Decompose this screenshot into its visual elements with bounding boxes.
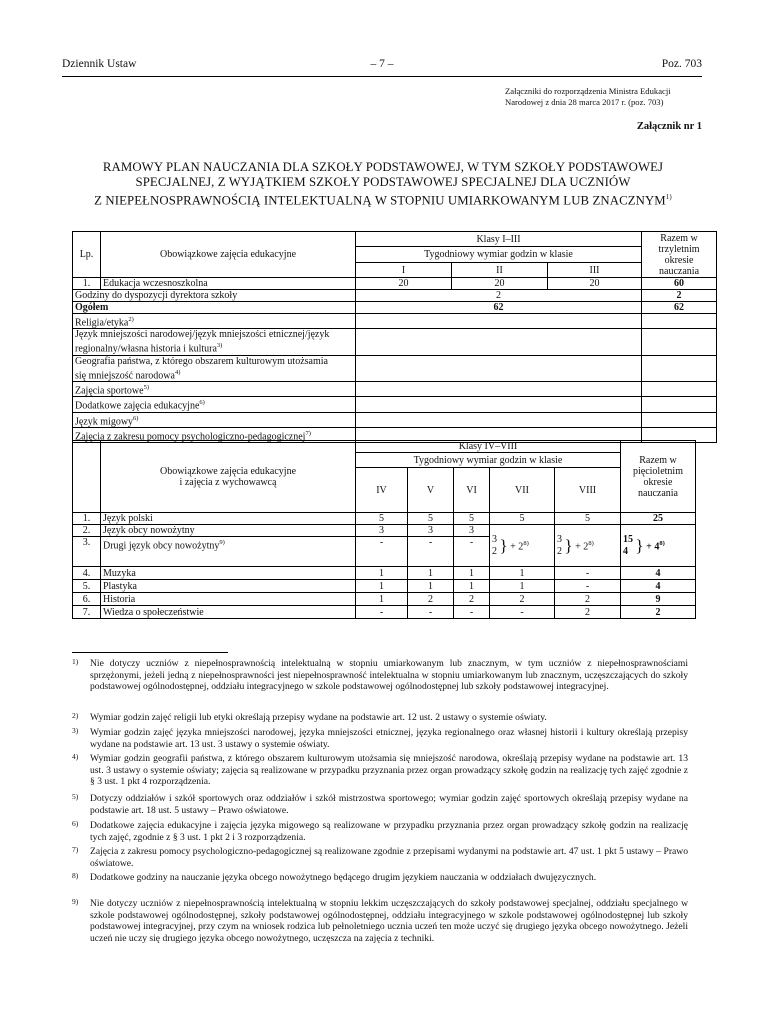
- cell-merged-vii: [490, 525, 555, 567]
- header-subjects: Obowiązkowe zajęcia edukacyjne: [101, 232, 356, 278]
- table-row: [73, 567, 696, 580]
- footnote: [72, 658, 688, 693]
- class-col-header: VI: [454, 468, 490, 513]
- appendix-number: Załącznik nr 1: [636, 121, 702, 132]
- merged-values: [623, 534, 633, 558]
- subject-text-wrap: [75, 329, 337, 354]
- brace-icon: }: [635, 536, 644, 555]
- class-col-header: II: [452, 263, 548, 278]
- footnote-number: 7): [72, 845, 79, 854]
- cell-subject: [73, 381, 356, 396]
- table-row: [73, 593, 696, 606]
- class-col-header: VII: [490, 468, 555, 513]
- footnote-text: Dodatkowe zajęcia edukacyjne i zajęcia języka migowego są realizowane w przypadku przyznania przez organ prowadzący szkołę godzin na realizację tych zajęć, zgodnie z § 3 ust. 1 pkt 2 i 3 rozporządzenia.: [90, 820, 688, 843]
- cell-value: 5: [454, 513, 490, 525]
- footnote: [72, 793, 688, 816]
- footnote-number: 9): [72, 897, 79, 906]
- cell-subject: [73, 355, 356, 381]
- cell-subject: Muzyka: [101, 567, 356, 580]
- cell-subject: [101, 537, 356, 567]
- plus-text: + 2: [575, 541, 589, 553]
- table-row: [73, 302, 717, 314]
- cell-total: 60: [642, 278, 717, 290]
- table-row: [73, 278, 717, 290]
- header-lp: Lp.: [73, 232, 101, 278]
- footnote-ref: 5): [143, 383, 150, 391]
- footnote-text: Zajęcia z zakresu pomocy psychologiczno-pedagogicznej są realizowane zgodnie z przepisami wydanymi na podstawie art. 47 ust. 1 pkt 5 ustawy – Prawo oświatowe.: [90, 846, 688, 869]
- position-number: Poz. 703: [661, 58, 702, 70]
- cell-value: 3: [492, 533, 497, 545]
- cell-empty: [642, 355, 717, 381]
- cell-value: 1: [454, 580, 490, 593]
- cell-value: 2: [555, 593, 621, 606]
- plus-hours: [575, 538, 594, 552]
- table-row: [73, 412, 717, 427]
- cell-empty: [356, 381, 642, 396]
- cell-value: 1: [356, 580, 408, 593]
- table-row: [73, 355, 717, 381]
- cell-lp: 3.: [73, 537, 101, 567]
- cell-lp: 7.: [73, 606, 101, 619]
- cell-value: -: [490, 606, 555, 619]
- subject-text: Język migowy: [75, 415, 134, 427]
- cell-value: -: [408, 537, 454, 567]
- footnote-number: 8): [72, 871, 79, 880]
- table-classes-1-3: [72, 231, 717, 443]
- cell-subject: Język obcy nowożytny: [101, 525, 356, 537]
- cell-subject: [73, 412, 356, 427]
- footnote-text: Nie dotyczy uczniów z niepełnosprawnością intelektualną w stopniu umiarkowanym lub znacznym, w tym uczniów z niepełnosprawnościami sprzężonymi, jeżeli jedną z niepełnosprawności jest niepełnosprawność intelektualna w stopniu umiarkowanym lub znacznym, uczęszczających do szkoły podstawowej ogólnodostępnej, oddziału integracyjnego w szkole podstawowej ogólnodostępnej lub szkoły podstawowej integracyjnej.: [90, 658, 688, 693]
- plus-hours: [646, 538, 665, 552]
- cell-subject: [73, 329, 356, 355]
- footnote-number: 6): [72, 819, 79, 828]
- cell-subject: Wiedza o społeczeństwie: [101, 606, 356, 619]
- cell-empty: [356, 355, 642, 381]
- cell-subject: Ogółem: [73, 302, 356, 314]
- footnote: [72, 872, 688, 884]
- footnote-ref: 3): [216, 342, 223, 350]
- cell-total: 2: [642, 290, 717, 302]
- header-subjects: [101, 441, 356, 513]
- cell-value: 2: [408, 593, 454, 606]
- cell-merged-viii: [555, 525, 621, 567]
- footnote-ref: 7): [305, 429, 311, 437]
- plus-hours: [510, 538, 529, 552]
- page-header: [62, 58, 702, 74]
- table-row: [73, 314, 717, 329]
- cell-total: 25: [621, 513, 696, 525]
- cell-subject: Historia: [101, 593, 356, 606]
- cell-value: 5: [356, 513, 408, 525]
- table-row: [73, 290, 717, 302]
- appendix-note-line: Narodowej z dnia 28 marca 2017 r. (poz. 703): [505, 97, 664, 107]
- cell-subject: Język polski: [101, 513, 356, 525]
- cell-lp: 4.: [73, 567, 101, 580]
- cell-value: 3: [557, 533, 562, 545]
- header-subjects-text: Obowiązkowe zajęcia edukacyjne i zajęcia z wychowawcą: [159, 465, 297, 488]
- appendix-note-line: Załączniki do rozporządzenia Ministra Edukacji: [505, 86, 671, 96]
- cell-value: 62: [356, 302, 642, 314]
- table-classes-4-8: [72, 440, 696, 619]
- cell-lp: 1.: [73, 278, 101, 290]
- header-total: Razem w trzyletnim okresie nauczania: [642, 232, 717, 278]
- footnote-text: Dodatkowe godziny na nauczanie języka obcego nowożytnego będącego drugim językiem nauczania w oddziałach dwujęzycznych.: [90, 872, 597, 883]
- table-row: [73, 525, 696, 537]
- cell-value: 5: [555, 513, 621, 525]
- class-col-header: III: [548, 263, 642, 278]
- cell-total: 4: [621, 580, 696, 593]
- cell-value: -: [356, 606, 408, 619]
- table-row: [73, 606, 696, 619]
- footnote-ref: 8): [588, 540, 594, 548]
- subject-text-wrap: [75, 356, 330, 381]
- class-col-header: VIII: [555, 468, 621, 513]
- cell-value: 1: [490, 567, 555, 580]
- footnote-number: 1): [72, 657, 79, 666]
- cell-value: 3: [454, 525, 490, 537]
- cell-empty: [356, 314, 642, 329]
- subject-text: Zajęcia z zakresu pomocy psychologiczno-pedagogicznej: [75, 431, 306, 443]
- plus-text: + 4: [646, 541, 660, 553]
- cell-value: 2: [490, 593, 555, 606]
- page-number: – 7 –: [370, 58, 394, 70]
- cell-value: 1: [408, 580, 454, 593]
- cell-total: 62: [642, 302, 717, 314]
- cell-value: -: [454, 537, 490, 567]
- merged-values: [557, 534, 562, 558]
- footnote-number: 3): [72, 726, 79, 735]
- footnote-ref: 8): [523, 540, 529, 548]
- footnote: [72, 820, 688, 843]
- cell-value: 3: [408, 525, 454, 537]
- brace-icon: }: [499, 536, 508, 555]
- appendix-note: [505, 86, 671, 108]
- cell-value: 5: [408, 513, 454, 525]
- footnote-ref: 6): [199, 399, 205, 407]
- cell-value: 20: [356, 278, 452, 290]
- cell-value: 2: [454, 593, 490, 606]
- cell-value: 1: [356, 593, 408, 606]
- class-col-header: I: [356, 263, 452, 278]
- footnote-ref: 6): [133, 414, 139, 422]
- cell-empty: [642, 381, 717, 396]
- cell-value: 1: [454, 567, 490, 580]
- table-row: [73, 513, 696, 525]
- cell-value: 5: [490, 513, 555, 525]
- footnote-ref: 2): [128, 316, 134, 323]
- cell-total: 4: [621, 567, 696, 580]
- cell-subject: Godziny do dyspozycji dyrektora szkoły: [73, 290, 356, 302]
- title-line-text: Z NIEPEŁNOSPRAWNOŚCIĄ INTELEKTUALNĄ W STOPNIU UMIARKOWANYM LUB ZNACZNYM: [94, 193, 666, 208]
- header-rule: [62, 76, 702, 77]
- title-line: RAMOWY PLAN NAUCZANIA DLA SZKOŁY PODSTAWOWEJ, W TYM SZKOŁY PODSTAWOWEJ: [102, 160, 664, 174]
- cell-total: 9: [621, 593, 696, 606]
- cell-value: 20: [452, 278, 548, 290]
- title-line: [70, 190, 696, 208]
- subject-text: Drugi język obcy nowożytny: [103, 540, 220, 552]
- table-row: [73, 580, 696, 593]
- footnote-ref: 4): [174, 368, 181, 376]
- cell-subject: Edukacja wczesnoszkolna: [101, 278, 356, 290]
- footnote: [72, 727, 688, 750]
- cell-value: 2: [555, 606, 621, 619]
- footnote-ref: 8): [659, 540, 665, 548]
- cell-value: -: [555, 580, 621, 593]
- cell-value: 3: [356, 525, 408, 537]
- footnote-number: 2): [72, 711, 79, 720]
- footnote: [72, 753, 688, 788]
- cell-total: 4: [623, 545, 628, 557]
- header-classes: Klasy IV–VIII: [356, 441, 621, 453]
- cell-value: 2: [356, 290, 642, 302]
- cell-subject: [73, 397, 356, 412]
- subject-text: Dodatkowe zajęcia edukacyjne: [75, 400, 200, 412]
- subject-text: Język mniejszości narodowej/język mniejszości etnicznej/język regionalny/własna historia i kultura: [75, 329, 330, 355]
- brace-icon: }: [564, 536, 573, 555]
- subject-text: Geografia państwa, z którego obszarem kulturowym utożsamia się mniejszość narodowa: [75, 355, 328, 381]
- footnote-text: Wymiar godzin zajęć języka mniejszości narodowej, języka mniejszości etnicznej, języka regionalnego oraz własnej historii i kultury określają przepisy wydane na podstawie art. 13 ust. 3 ustawy o systemie oświaty.: [90, 727, 688, 750]
- footnote-text: Nie dotyczy uczniów z niepełnosprawnością intelektualną w stopniu lekkim uczęszczających do szkoły podstawowej specjalnej, oddziału specjalnego w szkole podstawowej ogólnodostępnej, szkoły podstawowej ogólnodostępnej, oddziału integracyjnego w szkole podstawowej ogólnodostępnej lub szkoły podstawowej integracyjnej, przy czym na wniosek rodzica lub pełnoletniego ucznia uczeń ten może uczyć się drugiego języka obcego nowożytnego. Jeżeli uczeń nie uczy się drugiego języka obcego nowożytnego, uczęszcza na zajęcia z techniki.: [90, 898, 688, 944]
- cell-value: 2: [557, 545, 562, 557]
- footnote-number: 4): [72, 752, 79, 761]
- header-lp-empty: [73, 441, 101, 513]
- table-row: [73, 397, 717, 412]
- header-weekly: Tygodniowy wymiar godzin w klasie: [356, 247, 642, 263]
- journal-name: Dziennik Ustaw: [62, 58, 137, 70]
- subject-text: Zajęcia sportowe: [75, 385, 144, 397]
- cell-value: 1: [490, 580, 555, 593]
- cell-lp: 2.: [73, 525, 101, 537]
- header-classes: Klasy I–III: [356, 232, 642, 247]
- footnote-ref: 1): [665, 193, 672, 202]
- cell-value: 1: [356, 567, 408, 580]
- cell-value: -: [356, 537, 408, 567]
- cell-value: -: [408, 606, 454, 619]
- cell-empty: [356, 397, 642, 412]
- cell-value: 2: [492, 545, 497, 557]
- footnote-rule: [72, 652, 228, 653]
- merged-values: [492, 534, 497, 558]
- footnote-number: 5): [72, 792, 79, 801]
- cell-value: -: [454, 606, 490, 619]
- table-row: [73, 329, 717, 355]
- cell-empty: [642, 329, 717, 355]
- cell-lp: 5.: [73, 580, 101, 593]
- cell-subject: [73, 314, 356, 329]
- cell-empty: [642, 397, 717, 412]
- cell-empty: [356, 329, 642, 355]
- footnote-ref: 9): [219, 539, 225, 546]
- cell-total: 15: [623, 533, 633, 545]
- document-title: [70, 160, 696, 209]
- class-col-header: IV: [356, 468, 408, 513]
- cell-merged-total: [621, 525, 696, 567]
- cell-empty: [642, 412, 717, 427]
- footnote-text: Wymiar godzin geografii państwa, z którego obszarem kulturowym utożsamia się mniejszość narodowa, określają przepisy wydane na podstawie art. 13 ust. 3 ustawy o systemie oświaty; zajęcia są realizowane w przypadku przyznania przez organ prowadzący szkołę godzin na realizację tych zajęć zgodnie z § 3 ust. 1 pkt 4 rozporządzenia.: [90, 753, 688, 788]
- cell-value: 20: [548, 278, 642, 290]
- subject-text: Religia/etyka: [75, 317, 129, 329]
- cell-total: 2: [621, 606, 696, 619]
- table-row: [73, 381, 717, 396]
- header-total: Razem w pięcioletnim okresie nauczania: [621, 441, 696, 513]
- cell-empty: [356, 412, 642, 427]
- cell-lp: 6.: [73, 593, 101, 606]
- cell-empty: [642, 314, 717, 329]
- footnote-text: Dotyczy oddziałów i szkół sportowych oraz oddziałów i szkół mistrzostwa sportowego; wymiar godzin zajęć sportowych określają przepisy wydane na podstawie art. 18 ust. 5 ustawy – Prawo oświatowe.: [90, 793, 688, 816]
- class-col-header: V: [408, 468, 454, 513]
- cell-value: -: [555, 567, 621, 580]
- cell-lp: 1.: [73, 513, 101, 525]
- header-weekly: Tygodniowy wymiar godzin w klasie: [356, 453, 621, 468]
- title-line: SPECJALNEJ, Z WYJĄTKIEM SZKOŁY PODSTAWOWEJ SPECJALNEJ DLA UCZNIÓW: [135, 175, 631, 190]
- footnote-text: Wymiar godzin zajęć religii lub etyki określają przepisy wydane na podstawie art. 12 ust. 2 ustawy o systemie oświaty.: [90, 712, 547, 723]
- plus-text: + 2: [510, 541, 524, 553]
- cell-subject: Plastyka: [101, 580, 356, 593]
- footnote: [72, 846, 688, 869]
- cell-value: 1: [408, 567, 454, 580]
- footnote: [72, 898, 688, 944]
- footnote: [72, 712, 688, 724]
